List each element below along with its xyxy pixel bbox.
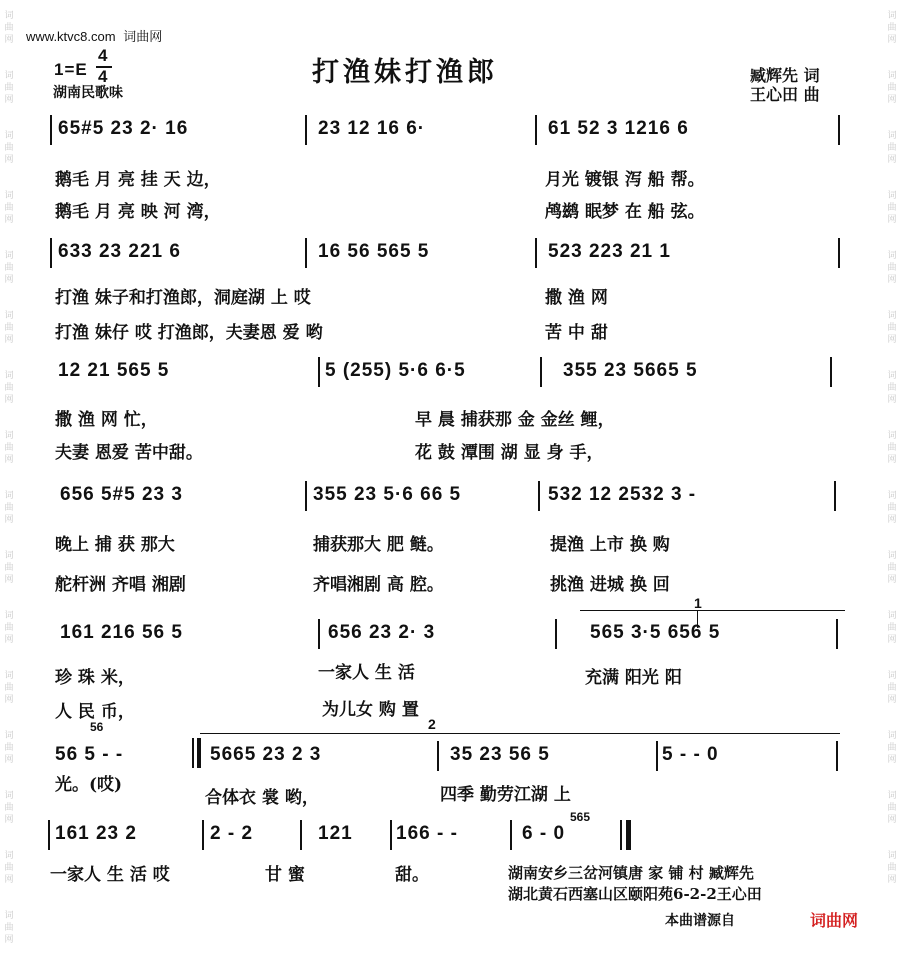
- lyric-line: 人 民 币，: [55, 702, 135, 722]
- lyric-line: 甘 蜜: [265, 865, 305, 885]
- measure-notes: 161 23 2: [55, 823, 137, 844]
- right-watermark: 词曲网: [887, 11, 897, 45]
- volta-bracket: [580, 610, 845, 611]
- source-label: 本曲谱源自: [665, 912, 735, 928]
- lyric-line: 珍 珠 米，: [55, 668, 135, 688]
- measure-notes: 355 23 5665 5: [563, 360, 698, 381]
- lyric-line: 一家人 生 活 哎: [50, 865, 170, 885]
- lyric-line: 为儿女 购 置: [322, 700, 419, 720]
- lyric-line: 鹅毛 月 亮 映 河 湾，: [55, 202, 221, 222]
- site-watermark: [26, 26, 162, 45]
- right-watermark: 词曲网: [887, 491, 897, 525]
- barline: [305, 238, 307, 268]
- barline: [318, 357, 320, 387]
- measure-notes: 12 21 565 5: [58, 360, 170, 381]
- left-watermark: 词曲网: [4, 191, 14, 225]
- lyric-line: 舵杆洲 齐唱 湘剧: [55, 575, 186, 595]
- measure-notes: 532 12 2532 3 -: [548, 484, 697, 505]
- lyric-line: 充满 阳光 阳: [585, 668, 682, 688]
- right-watermark: 词曲网: [887, 431, 897, 465]
- measure-notes: 5 (255) 5·6 6·5: [325, 360, 466, 381]
- lyric-line: 捕获那大 肥 鲢。: [313, 535, 444, 555]
- barline: [656, 741, 658, 771]
- right-watermark: 词曲网: [887, 311, 897, 345]
- barline: [50, 238, 52, 268]
- lyric-line: 打渔 妹子和打渔郎，洞庭湖 上 哎: [55, 288, 311, 308]
- right-watermark: 词曲网: [887, 371, 897, 405]
- measure-notes: 56 5 - -: [55, 744, 124, 765]
- measure-notes: 633 23 221 6: [58, 241, 181, 262]
- measure-notes: 161 216 56 5: [60, 622, 183, 643]
- lyric-line: 打渔 妹仔 哎 打渔郎，夫妻恩 爱 哟: [55, 323, 323, 343]
- lyric-line: 四季 勤劳江湖 上: [440, 785, 571, 805]
- right-watermark: 词曲网: [887, 551, 897, 585]
- grace-notes: 56: [90, 720, 104, 734]
- measure-notes: 16 56 565 5: [318, 241, 430, 262]
- lyric-line: 撒 渔 网: [545, 288, 608, 308]
- left-watermark: 词曲网: [4, 311, 14, 345]
- left-watermark: 词曲网: [4, 71, 14, 105]
- lyric-line: 夫妻 恩爱 苦中甜。: [55, 443, 203, 463]
- lyric-line: 月光 镀银 泻 船 帮。: [545, 170, 705, 190]
- barline: [437, 741, 439, 771]
- measure-notes: 656 23 2· 3: [328, 622, 436, 643]
- brand-logo: 词曲网: [810, 913, 859, 930]
- song-title: 打渔妹打渔郎: [312, 57, 498, 88]
- barline: [838, 115, 840, 145]
- right-watermark: 词曲网: [887, 611, 897, 645]
- left-watermark: 词曲网: [4, 911, 14, 945]
- barline: [836, 619, 838, 649]
- barline: [555, 619, 557, 649]
- composer-address: 湖北黄石西塞山区颐阳苑6-2-2王心田: [508, 885, 762, 903]
- barline: [318, 619, 320, 649]
- measure-notes: 2 - 2: [210, 823, 254, 844]
- barline: [300, 820, 302, 850]
- lyric-line: 合体衣 裳 哟，: [205, 788, 319, 808]
- lyric-line: 花 鼓 潭围 湖 显 身 手，: [415, 443, 604, 463]
- left-watermark: 词曲网: [4, 491, 14, 525]
- measure-notes: 61 52 3 1216 6: [548, 118, 689, 139]
- right-watermark: 词曲网: [887, 731, 897, 765]
- lyric-line: 齐唱湘剧 高 腔。: [313, 575, 444, 595]
- barline: [538, 481, 540, 511]
- left-watermark: 词曲网: [4, 431, 14, 465]
- left-watermark: 词曲网: [4, 671, 14, 705]
- lyricist-credit: 臧辉先 词: [750, 66, 820, 85]
- lyric-line: 提渔 上市 换 购: [550, 535, 670, 555]
- measure-notes: 656 5#5 23 3: [60, 484, 183, 505]
- barline: [48, 820, 50, 850]
- barline: [390, 820, 392, 850]
- volta-bracket: [200, 733, 840, 734]
- barline: [830, 357, 832, 387]
- key-signature: 1=E: [54, 60, 88, 79]
- barline: [510, 820, 512, 850]
- right-watermark: 词曲网: [887, 851, 897, 885]
- barline: [540, 357, 542, 387]
- barline: [838, 238, 840, 268]
- right-watermark: 词曲网: [887, 71, 897, 105]
- left-watermark: 词曲网: [4, 791, 14, 825]
- barline: [535, 115, 537, 145]
- barline: [305, 481, 307, 511]
- final-barline: [620, 820, 631, 850]
- site-url: www.ktvc8.com: [26, 29, 116, 44]
- lyric-line: 一家人 生 活: [318, 663, 415, 683]
- lyric-line: 鸬鹚 眠梦 在 船 弦。: [545, 202, 705, 222]
- barline: [834, 481, 836, 511]
- measure-notes: 166 - -: [396, 823, 458, 844]
- measure-notes: 523 223 21 1: [548, 241, 671, 262]
- measure-notes: 5665 23 2 3: [210, 744, 322, 765]
- left-watermark: 词曲网: [4, 131, 14, 165]
- grace-notes: 565: [570, 810, 591, 824]
- left-watermark: 词曲网: [4, 251, 14, 285]
- barline: [535, 238, 537, 268]
- volta-1-label: 1: [694, 595, 703, 611]
- lyric-line: 鹅毛 月 亮 挂 天 边，: [55, 170, 221, 190]
- lyric-line: 挑渔 进城 换 回: [550, 575, 670, 595]
- right-watermark: 词曲网: [887, 191, 897, 225]
- measure-notes: 35 23 56 5: [450, 744, 550, 765]
- left-watermark: 词曲网: [4, 851, 14, 885]
- measure-notes: 355 23 5·6 66 5: [313, 484, 462, 505]
- left-watermark: 词曲网: [4, 611, 14, 645]
- barline: [50, 115, 52, 145]
- left-watermark: 词曲网: [4, 371, 14, 405]
- volta-2-label: 2: [428, 716, 437, 732]
- measure-notes: 5 - - 0: [662, 744, 719, 765]
- right-watermark: 词曲网: [887, 791, 897, 825]
- measure-notes: 565 3·5 656 5: [590, 622, 721, 643]
- barline: [202, 820, 204, 850]
- lyric-line: 早 晨 捕获那 金 金丝 鲤，: [415, 410, 615, 430]
- barline: [305, 115, 307, 145]
- right-watermark: 词曲网: [887, 251, 897, 285]
- measure-notes: 23 12 16 6·: [318, 118, 426, 139]
- time-signature-bottom: 4: [98, 67, 109, 86]
- barline: [836, 741, 838, 771]
- author-address: 湖南安乡三岔河镇唐 家 铺 村 臧辉先: [508, 864, 754, 882]
- left-watermark: 词曲网: [4, 731, 14, 765]
- right-watermark: 词曲网: [887, 671, 897, 705]
- right-watermark: 词曲网: [887, 131, 897, 165]
- lyric-line: 撒 渔 网 忙，: [55, 410, 158, 430]
- measure-notes: 65#5 23 2· 16: [58, 118, 189, 139]
- lyric-line: 光。(哎): [55, 775, 123, 795]
- left-watermark: 词曲网: [4, 551, 14, 585]
- measure-notes: 121: [318, 823, 353, 844]
- lyric-line: 甜。: [395, 865, 429, 885]
- lyric-line: 晚上 捕 获 那大: [55, 535, 175, 555]
- time-signature-top: 4: [98, 46, 109, 65]
- style-marking: 湖南民歌味: [53, 84, 123, 100]
- composer-credit: 王心田 曲: [750, 85, 820, 104]
- left-watermark: 词曲网: [4, 11, 14, 45]
- lyric-line: 苦 中 甜: [545, 323, 608, 343]
- repeat-sign: [192, 738, 201, 768]
- site-name: 词曲网: [123, 29, 163, 44]
- measure-notes: 6 - 0: [522, 823, 566, 844]
